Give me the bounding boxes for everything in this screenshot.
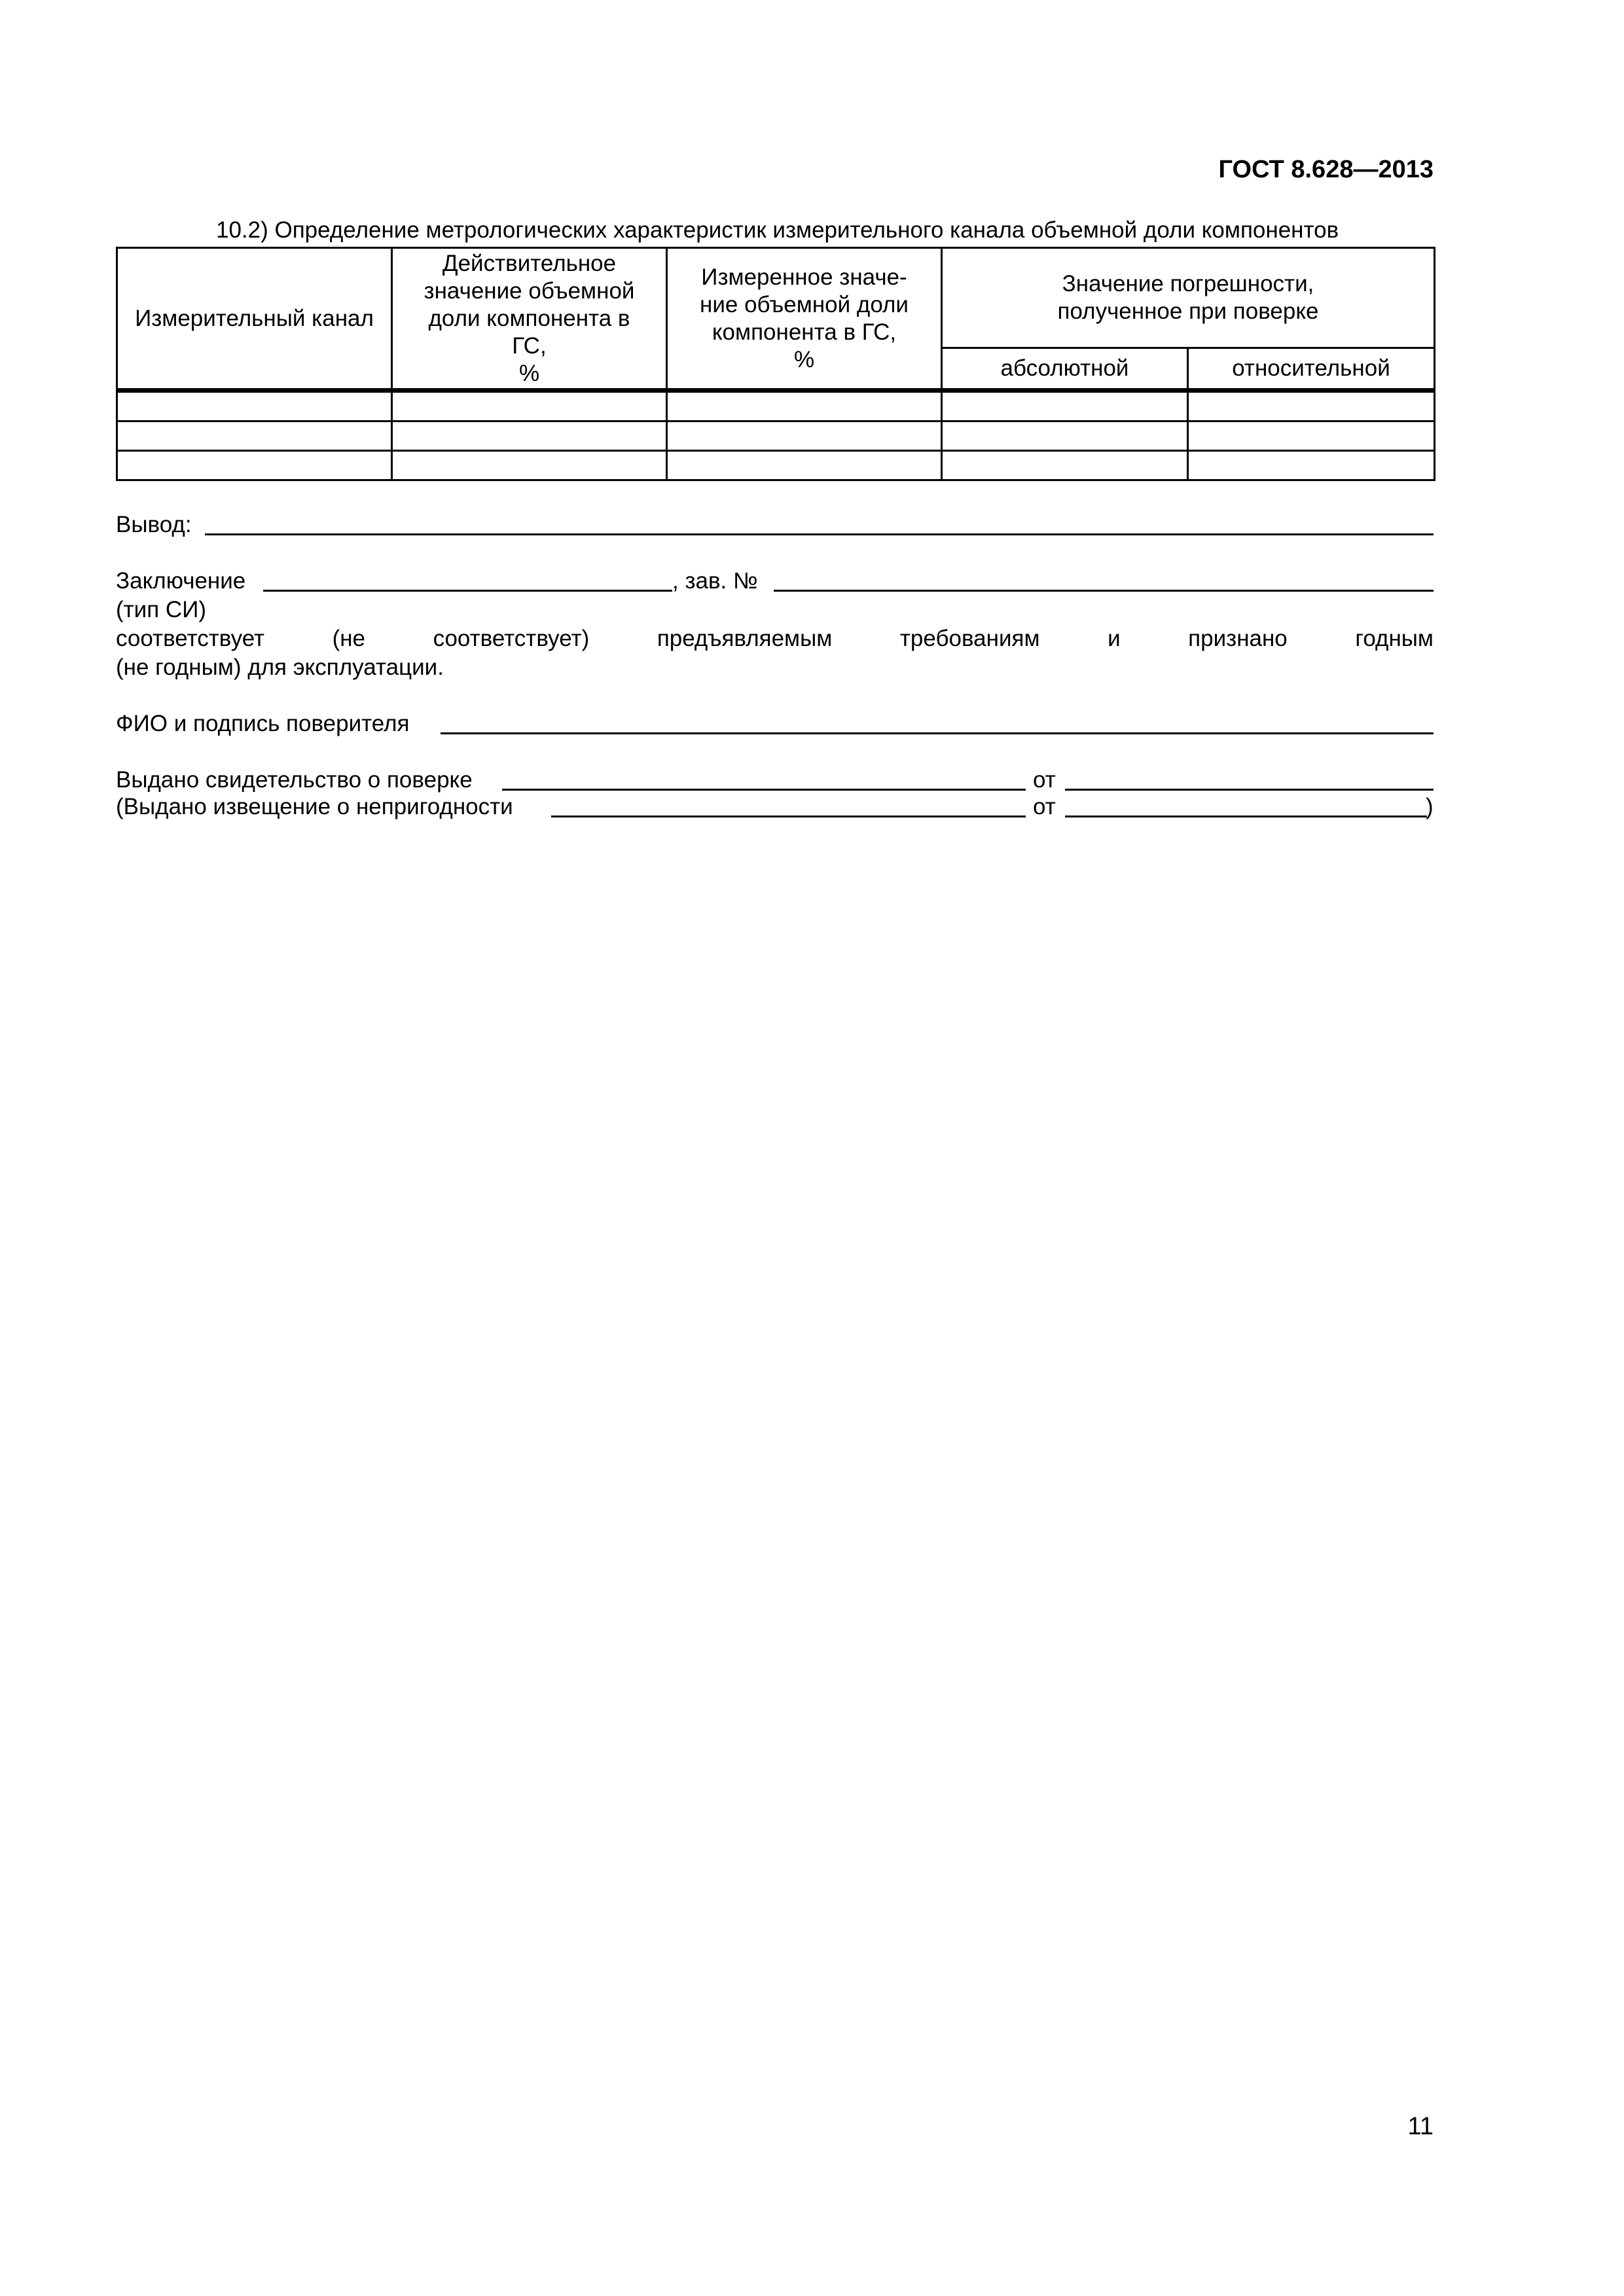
section-caption: 10.2) Определение метрологических характеристик измерительного канала объемной доли компонентов (216, 217, 1339, 243)
table-cell[interactable] (667, 391, 942, 422)
table-cell[interactable] (117, 451, 392, 480)
unfitness-notice-field[interactable] (551, 816, 1026, 817)
serial-number-field[interactable] (774, 590, 1434, 592)
table-row (117, 391, 1435, 422)
document-header: ГОСТ 8.628—2013 (1218, 156, 1434, 183)
table-row (117, 422, 1435, 451)
header-absolute: абсолютной (942, 348, 1188, 391)
table-cell[interactable] (392, 451, 667, 480)
unfitness-date-field[interactable] (1065, 816, 1427, 817)
table-cell[interactable] (392, 391, 667, 422)
page-number: 11 (1407, 2113, 1434, 2140)
serial-number-label: , зав. № (672, 568, 758, 594)
table-cell[interactable] (392, 422, 667, 451)
table-cell[interactable] (942, 391, 1188, 422)
metrology-table (116, 247, 1435, 481)
table-row (117, 451, 1435, 480)
table-cell[interactable] (667, 422, 942, 451)
instrument-type-field[interactable] (263, 590, 672, 592)
compliance-statement-end: (не годным) для эксплуатации. (116, 655, 444, 680)
certificate-date-label: от (1033, 767, 1056, 793)
conclusion-label: Вывод: (116, 512, 192, 537)
closing-parenthesis: ) (1426, 794, 1434, 819)
table-cell[interactable] (1188, 451, 1435, 480)
certificate-field[interactable] (502, 789, 1026, 791)
compliance-statement: соответствует (не соответствует) предъявляемым требованиям и признано годным (116, 626, 1434, 651)
verifier-signature-label: ФИО и подпись поверителя (116, 711, 410, 736)
table-cell[interactable] (117, 422, 392, 451)
table-cell[interactable] (667, 451, 942, 480)
table-cell[interactable] (1188, 391, 1435, 422)
header-measured-value: Измеренное значе- ние объемной доли компонента в ГС, % (667, 248, 942, 391)
conclusion-field[interactable] (205, 533, 1434, 535)
table-cell[interactable] (117, 391, 392, 422)
instrument-type-hint: (тип СИ) (116, 597, 207, 622)
certificate-date-field[interactable] (1065, 789, 1434, 791)
table-cell[interactable] (942, 422, 1188, 451)
verdict-label: Заключение (116, 568, 246, 594)
table-cell[interactable] (1188, 422, 1435, 451)
certificate-label: Выдано свидетельство о поверке (116, 767, 473, 793)
table-cell[interactable] (942, 451, 1188, 480)
unfitness-notice-label: (Выдано извещение о непригодности (116, 794, 513, 819)
header-error-value: Значение погрешности, полученное при поверке (942, 248, 1435, 348)
header-relative: относительной (1188, 348, 1435, 391)
unfitness-date-label: от (1033, 794, 1056, 819)
header-measuring-channel: Измерительный канал (117, 248, 392, 391)
header-actual-value: Действительное значение объемной доли компонента в ГС, % (392, 248, 667, 391)
verifier-signature-field[interactable] (441, 732, 1434, 734)
